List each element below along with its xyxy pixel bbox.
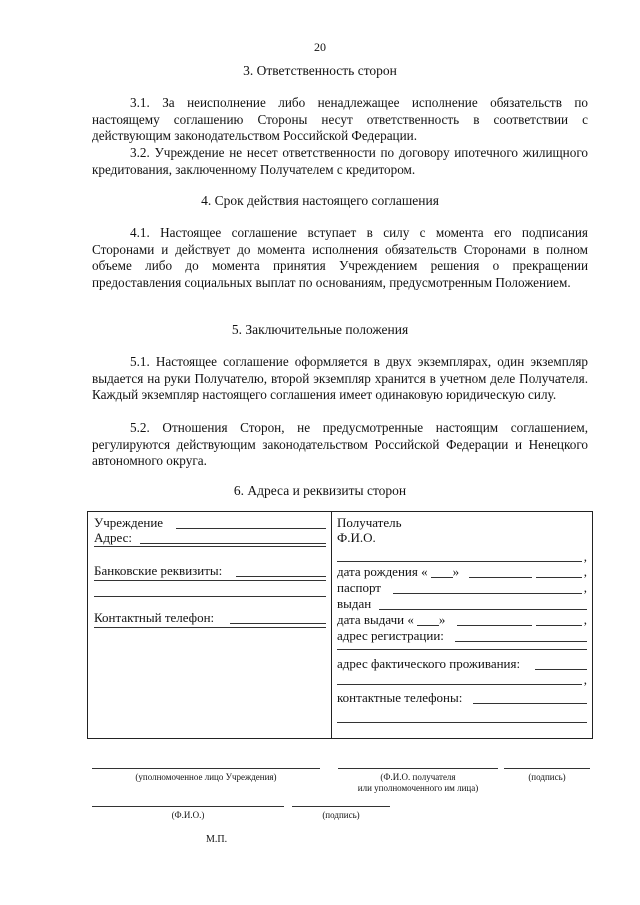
paragraph-5-2: 5.2. Отношения Сторон, не предусмотренные настоящим соглашением, регулируются действующим законодательством Российской Федерации и Ненецкого автономного округа. [92, 420, 588, 469]
recipient-signature-caption: (подпись) [528, 772, 566, 782]
passport-row [337, 580, 587, 596]
contact-phones-row [337, 690, 587, 706]
actual-address-row [337, 656, 587, 672]
address-blank[interactable] [140, 543, 326, 544]
contact-phones-blank-line-2[interactable] [337, 722, 587, 723]
bank-row [94, 563, 326, 579]
institution-blank[interactable] [176, 528, 326, 529]
birth-date-row [337, 564, 587, 580]
phone-row [94, 610, 326, 626]
actual-address-comma: , [583, 672, 587, 687]
registration-label: адрес регистрации: [337, 628, 447, 643]
bank-blank-line-2[interactable] [94, 580, 326, 581]
birth-year-blank[interactable] [536, 577, 582, 578]
birth-date-mid: » [453, 564, 463, 579]
fio-label: Ф.И.О. [337, 530, 376, 545]
phone-label: Контактный телефон: [94, 610, 217, 625]
actual-address-label: адрес фактического проживания: [337, 656, 523, 671]
recipient-fio-line[interactable] [338, 768, 498, 769]
section-5-title: 5. Заключительные положения [231, 322, 409, 337]
institution-row [94, 515, 326, 531]
authorized-signature-line[interactable] [92, 768, 320, 769]
recipient-fio-caption-1: (Ф.И.О. получателя [380, 772, 456, 782]
fio-blank[interactable] [337, 561, 582, 562]
actual-address-blank[interactable] [535, 669, 587, 670]
issue-date-mid: » [439, 612, 449, 627]
issue-year-blank[interactable] [536, 625, 582, 626]
stamp-place: М.П. [206, 834, 228, 845]
actual-address-blank-line-2[interactable] [337, 684, 582, 685]
birth-date-prefix: дата рождения « [337, 564, 431, 579]
registration-blank[interactable] [455, 641, 587, 642]
birth-day-blank[interactable] [431, 565, 453, 578]
section-6-title: 6. Адреса и реквизиты сторон [233, 483, 407, 498]
institution-signature-line[interactable] [292, 806, 390, 807]
registration-blank-line-2[interactable] [337, 649, 587, 650]
contact-phones-blank[interactable] [473, 703, 587, 704]
phone-blank-line-2[interactable] [94, 627, 326, 628]
issued-row [337, 596, 587, 612]
contact-phones-label: контактные телефоны: [337, 690, 465, 705]
phone-blank[interactable] [230, 623, 326, 624]
page-number: 20 [314, 40, 326, 54]
paragraph-3-2: 3.2. Учреждение не несет ответственности по договору ипотечного жилищного кредитования, заключенному Получателем с кредитором. [92, 145, 588, 177]
fio-signature-line[interactable] [92, 806, 284, 807]
registration-row [337, 628, 587, 644]
table-divider [331, 512, 332, 738]
address-label: Адрес: [94, 530, 135, 545]
birth-month-blank[interactable] [469, 577, 532, 578]
issue-day-blank[interactable] [417, 613, 439, 626]
paragraph-4-1: 4.1. Настоящее соглашение вступает в силу с момента его подписания Сторонами и действует до момента исполнения обязательств Сторонами в полном объеме либо до момента принятия Учреждением решения о прекращении предоставления социальных выплат по основаниям, предусмотренным Положением. [92, 225, 588, 290]
recipient-column [337, 512, 587, 738]
section-3-title: 3. Ответственность сторон [243, 63, 397, 78]
requisites-table [87, 511, 593, 739]
institution-label: Учреждение [94, 515, 166, 530]
paragraph-5-1: 5.1. Настоящее соглашение оформляется в двух экземплярах, один экземпляр выдается на руки Получателю, второй экземпляр хранится в учетном деле Получателя. Каждый экземпляр настоящего соглашения имеет одинаковую юридическую силу. [92, 354, 588, 403]
fio-comma: , [583, 549, 587, 564]
bank-blank[interactable] [236, 576, 326, 577]
bank-label: Банковские реквизиты: [94, 563, 225, 578]
issue-date-prefix: дата выдачи « [337, 612, 417, 627]
paragraph-3-1: 3.1. За неисполнение либо ненадлежащее исполнение обязательств по настоящему соглашению Стороны несут ответственность в соответствии с действующим законодательством Российской Федерации. [92, 95, 588, 144]
authorized-caption: (уполномоченное лицо Учреждения) [135, 772, 277, 782]
address-blank-line-2[interactable] [94, 546, 326, 547]
issued-blank[interactable] [379, 609, 587, 610]
institution-column [94, 512, 326, 738]
issued-label: выдан [337, 596, 374, 611]
passport-label: паспорт [337, 580, 384, 595]
bank-blank-line-3[interactable] [94, 596, 326, 597]
fio-caption: (Ф.И.О.) [171, 810, 205, 820]
birth-comma: , [583, 564, 587, 579]
institution-signature-caption: (подпись) [322, 810, 360, 820]
issue-month-blank[interactable] [457, 625, 532, 626]
address-row [94, 530, 326, 546]
recipient-label: Получатель [337, 515, 402, 530]
passport-blank[interactable] [393, 593, 582, 594]
passport-comma: , [583, 580, 587, 595]
recipient-fio-caption-2: или уполномоченного им лица) [357, 783, 479, 793]
section-4-title: 4. Срок действия настоящего соглашения [201, 193, 439, 208]
recipient-signature-line[interactable] [504, 768, 590, 769]
issue-date-row [337, 612, 587, 628]
issue-comma: , [583, 612, 587, 627]
